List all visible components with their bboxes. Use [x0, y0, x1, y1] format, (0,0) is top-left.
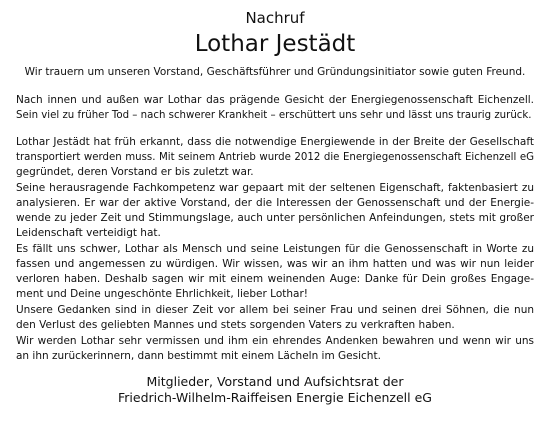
- paragraph-gratitude: [16, 242, 534, 302]
- signature-line: Mitglieder, Vorstand und Aufsichtsrat der: [146, 374, 404, 389]
- text-line: verloren haben. Deshalb sagen wir mit einem weinenden Auge: Danke für Dein großes Engage-: [16, 273, 534, 285]
- signature-block: [16, 374, 534, 406]
- paragraph-remembrance: [16, 334, 534, 364]
- paragraph-family: [16, 303, 534, 333]
- text-line: ment und Deine ungeschönte Ehrlichkeit, lieber Lothar!: [16, 288, 308, 300]
- text-line: gegründet, deren Vorstand er bis zuletzt war.: [16, 166, 254, 178]
- text-line: analysieren. Er war der aktive Vorstand, der die Interessen der Genossenschaft und der Energie-: [16, 197, 534, 209]
- text-line: Unsere Gedanken sind in dieser Zeit vor allem bei seiner Frau und seinen drei Söhnen, die nun: [16, 304, 534, 316]
- text-line: den Verlust des geliebten Mannes und stets sorgenden Vaters zu verkraften haben.: [16, 319, 455, 331]
- text-line: wende zu jeder Zeit und Stimmungslage, auch unter persönlichen Anfeindungen, stets mit großer: [16, 212, 534, 224]
- paragraph-face-of-cooperative: [16, 93, 534, 123]
- text-line: Lothar Jestädt hat früh erkannt, dass die notwendige Energiewende in der Breite der Gesellschaft: [16, 136, 534, 148]
- text-line: Wir werden Lothar sehr vermissen und ihm ein ehrendes Andenken bewahren und wenn wir uns: [16, 335, 534, 347]
- intro-statement: Wir trauern um unseren Vorstand, Geschäftsführer und Gründungsinitiator sowie guten Freund.: [24, 66, 526, 78]
- text-line: fassen und angemessen zu würdigen. Wir wissen, was wir an ihm hatten und was wir nun leider: [16, 258, 534, 270]
- text-line: transportiert werden muss. Mit seinem Antrieb wurde 2012 die Energiegenossenschaft Eichenzell eG: [16, 152, 534, 163]
- paragraph-founding: [16, 135, 534, 180]
- text-line: Nach innen und außen war Lothar das prägende Gesicht der Energiegenossenschaft Eichenzell.: [16, 94, 534, 106]
- paragraph-expertise: [16, 181, 534, 241]
- text-line: Seine herausragende Fachkompetenz war gepaart mit der seltenen Eigenschaft, faktenbasiert zu: [16, 182, 534, 194]
- text-line: Sein viel zu früher Tod – nach schwerer Krankheit – erschüttert uns sehr und lässt uns traurig zurück.: [16, 110, 532, 121]
- signature-line: Friedrich-Wilhelm-Raiffeisen Energie Eichenzell eG: [118, 390, 432, 405]
- text-line: Es fällt uns schwer, Lothar als Mensch und seine Leistungen für die Genossenschaft in Worte zu: [16, 243, 534, 255]
- notice-label: Nachruf: [245, 9, 305, 27]
- text-line: an ihn zurückerinnern, dann bestimmt mit einem Lächeln im Gesicht.: [16, 350, 381, 362]
- deceased-name: Lothar Jestädt: [194, 31, 356, 57]
- text-line: Leidenschaft verteidigt hat.: [16, 227, 161, 239]
